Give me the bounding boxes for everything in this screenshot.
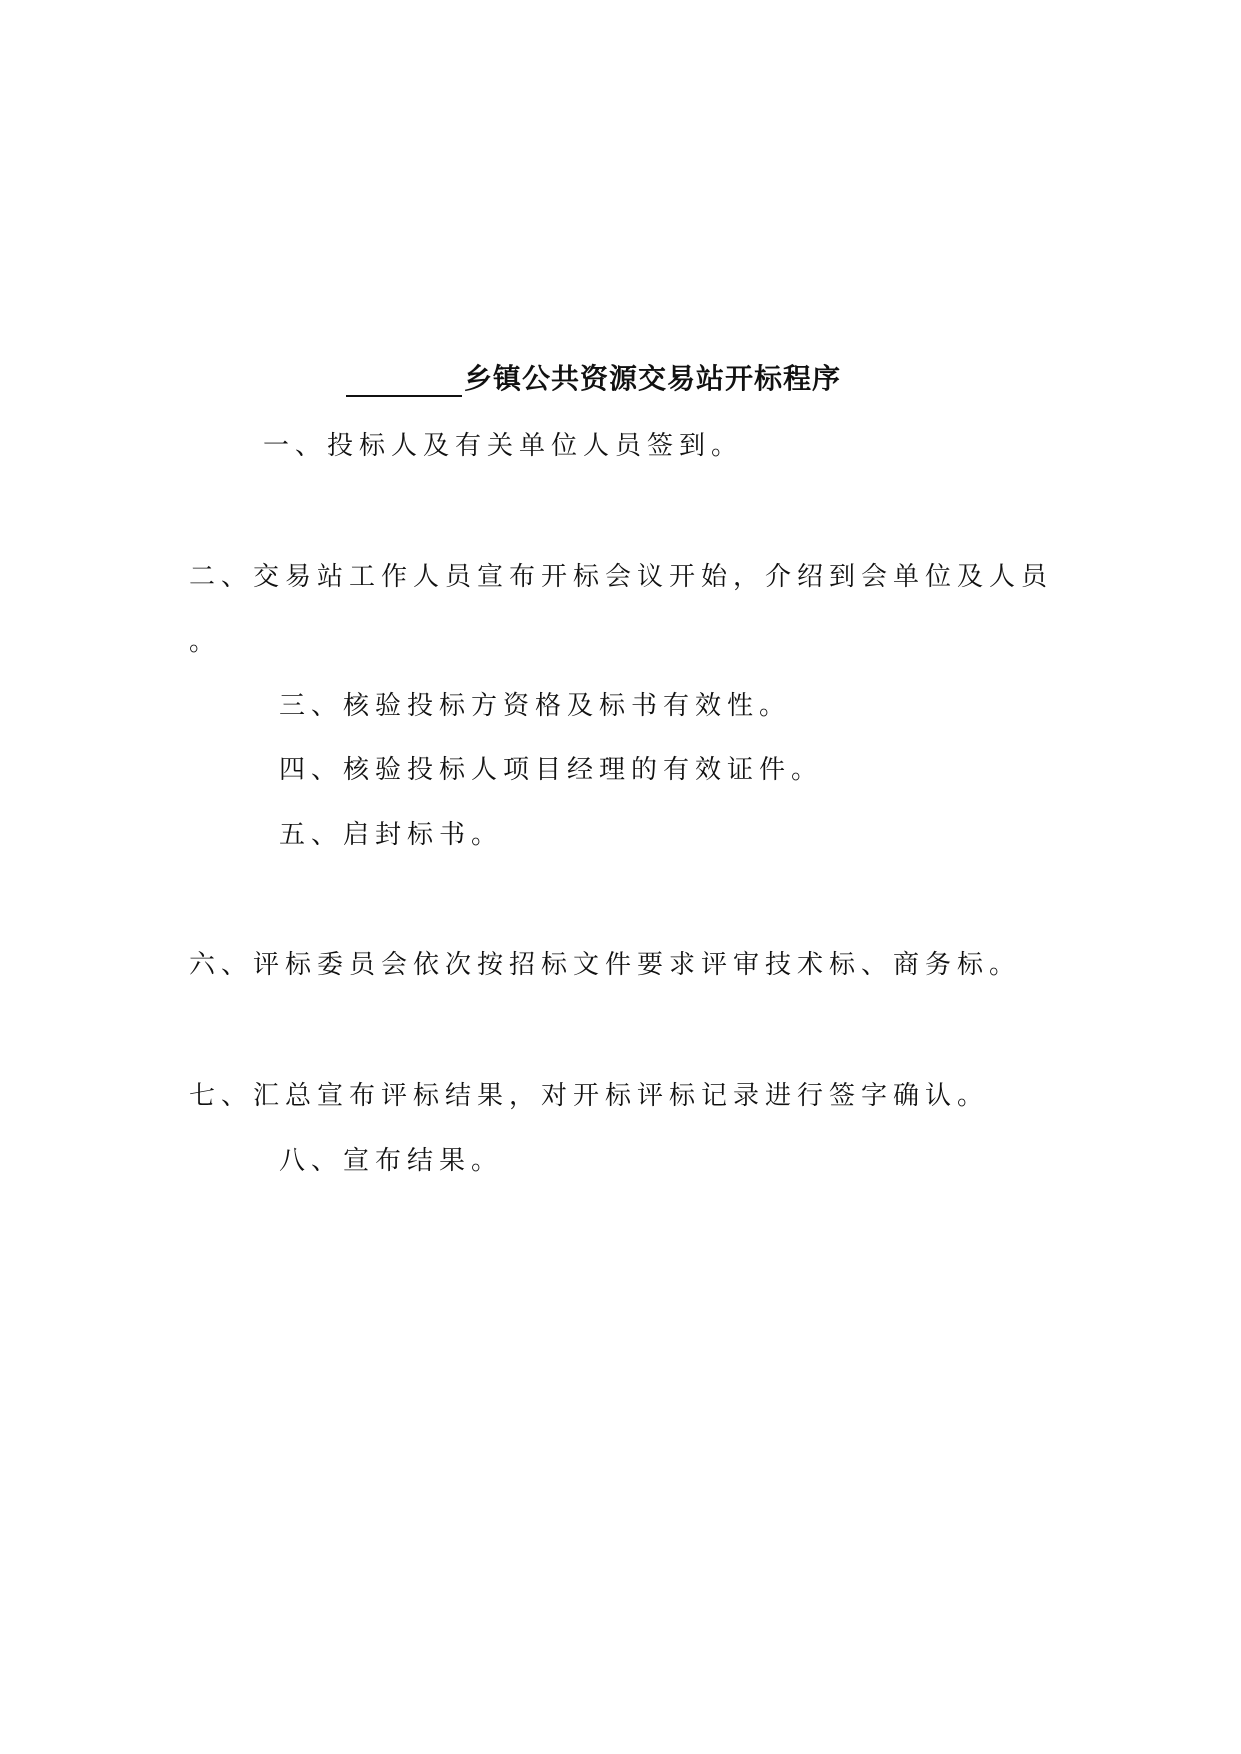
title-text: 乡镇公共资源交易站开标程序 — [464, 362, 842, 395]
step-6: 六、评标委员会依次按招标文件要求评审技术标、商务标。 — [189, 950, 1022, 980]
step-3: 三、核验投标方资格及标书有效性。 — [279, 691, 792, 721]
step-2: 二、交易站工作人员宣布开标会议开始，介绍到会单位及人员 — [189, 562, 1054, 592]
step-4: 四、核验投标人项目经理的有效证件。 — [279, 755, 824, 785]
title-blank-underline — [346, 361, 462, 397]
step-5: 五、启封标书。 — [279, 820, 504, 850]
step-2-continuation: 。 — [189, 627, 222, 657]
step-8: 八、宣布结果。 — [279, 1146, 504, 1176]
step-7: 七、汇总宣布评标结果，对开标评标记录进行签字确认。 — [189, 1081, 990, 1111]
step-1: 一、投标人及有关单位人员签到。 — [263, 431, 744, 461]
document-title — [346, 357, 841, 397]
